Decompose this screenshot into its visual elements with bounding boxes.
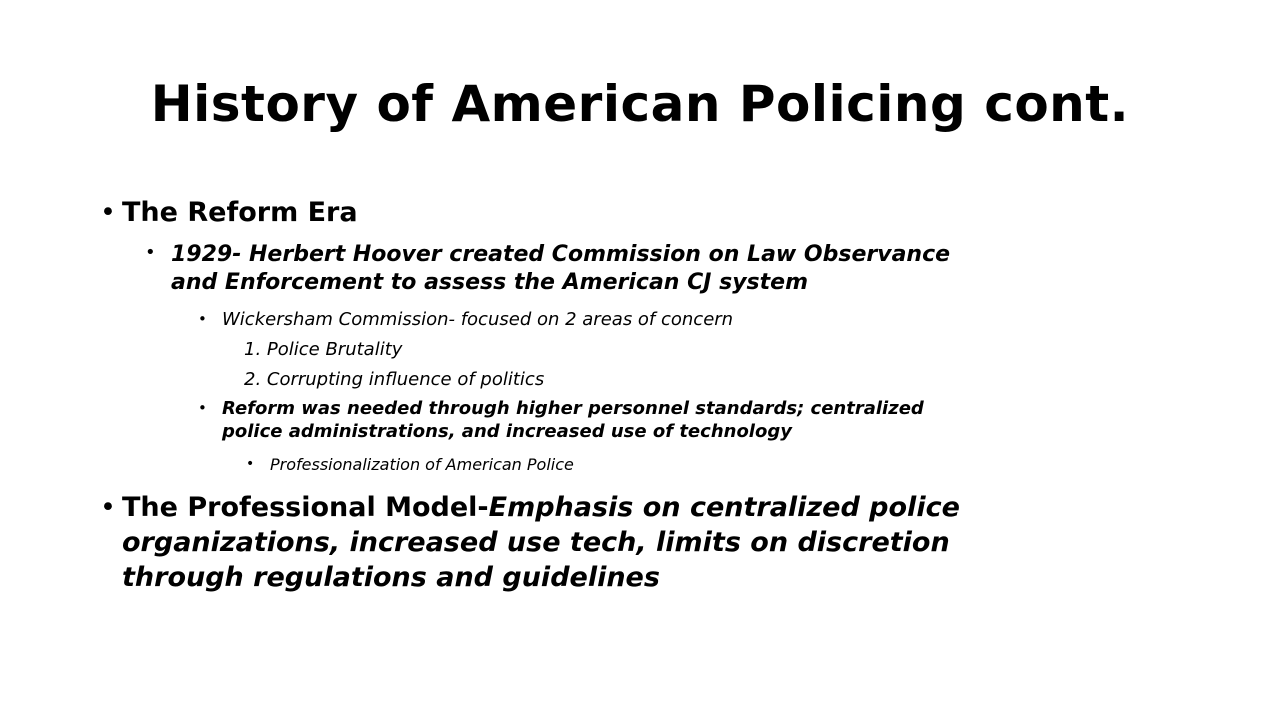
bullet-lead: [122, 491, 960, 525]
bullet-text-line2: and Enforcement to assess the American CJ system: [171, 270, 808, 295]
slide-title: History of American Policing cont.: [150, 75, 1130, 133]
bullet-text-line1: Reform was needed through higher personnel standards; centralized: [222, 398, 924, 419]
bullet-dot: •: [198, 310, 207, 328]
bullet-text: Professionalization of American Police: [270, 455, 574, 474]
numbered-text: 2. Corrupting influence of politics: [244, 369, 545, 390]
bullet-dot: •: [246, 456, 255, 472]
bullet-text-line1: Emphasis on centralized police: [488, 492, 960, 523]
bullet-text-line2: organizations, increased use tech, limits on discretion: [122, 527, 950, 558]
bullet-dot: •: [198, 399, 207, 417]
bullet-lead-text: The Professional Model-: [122, 492, 489, 523]
bullet-text-line2: police administrations, and increased use of technology: [222, 421, 792, 442]
bullet-text-line3: through regulations and guidelines: [122, 562, 660, 593]
bullet-text: Wickersham Commission- focused on 2 areas of concern: [222, 309, 734, 330]
bullet-dot: •: [100, 197, 116, 228]
bullet-text-line1: 1929- Herbert Hoover created Commission on Law Observance: [171, 242, 951, 267]
bullet-dot: •: [145, 242, 156, 263]
numbered-text: 1. Police Brutality: [244, 339, 403, 360]
bullet-text: The Reform Era: [122, 197, 358, 228]
bullet-dot: •: [100, 492, 116, 523]
